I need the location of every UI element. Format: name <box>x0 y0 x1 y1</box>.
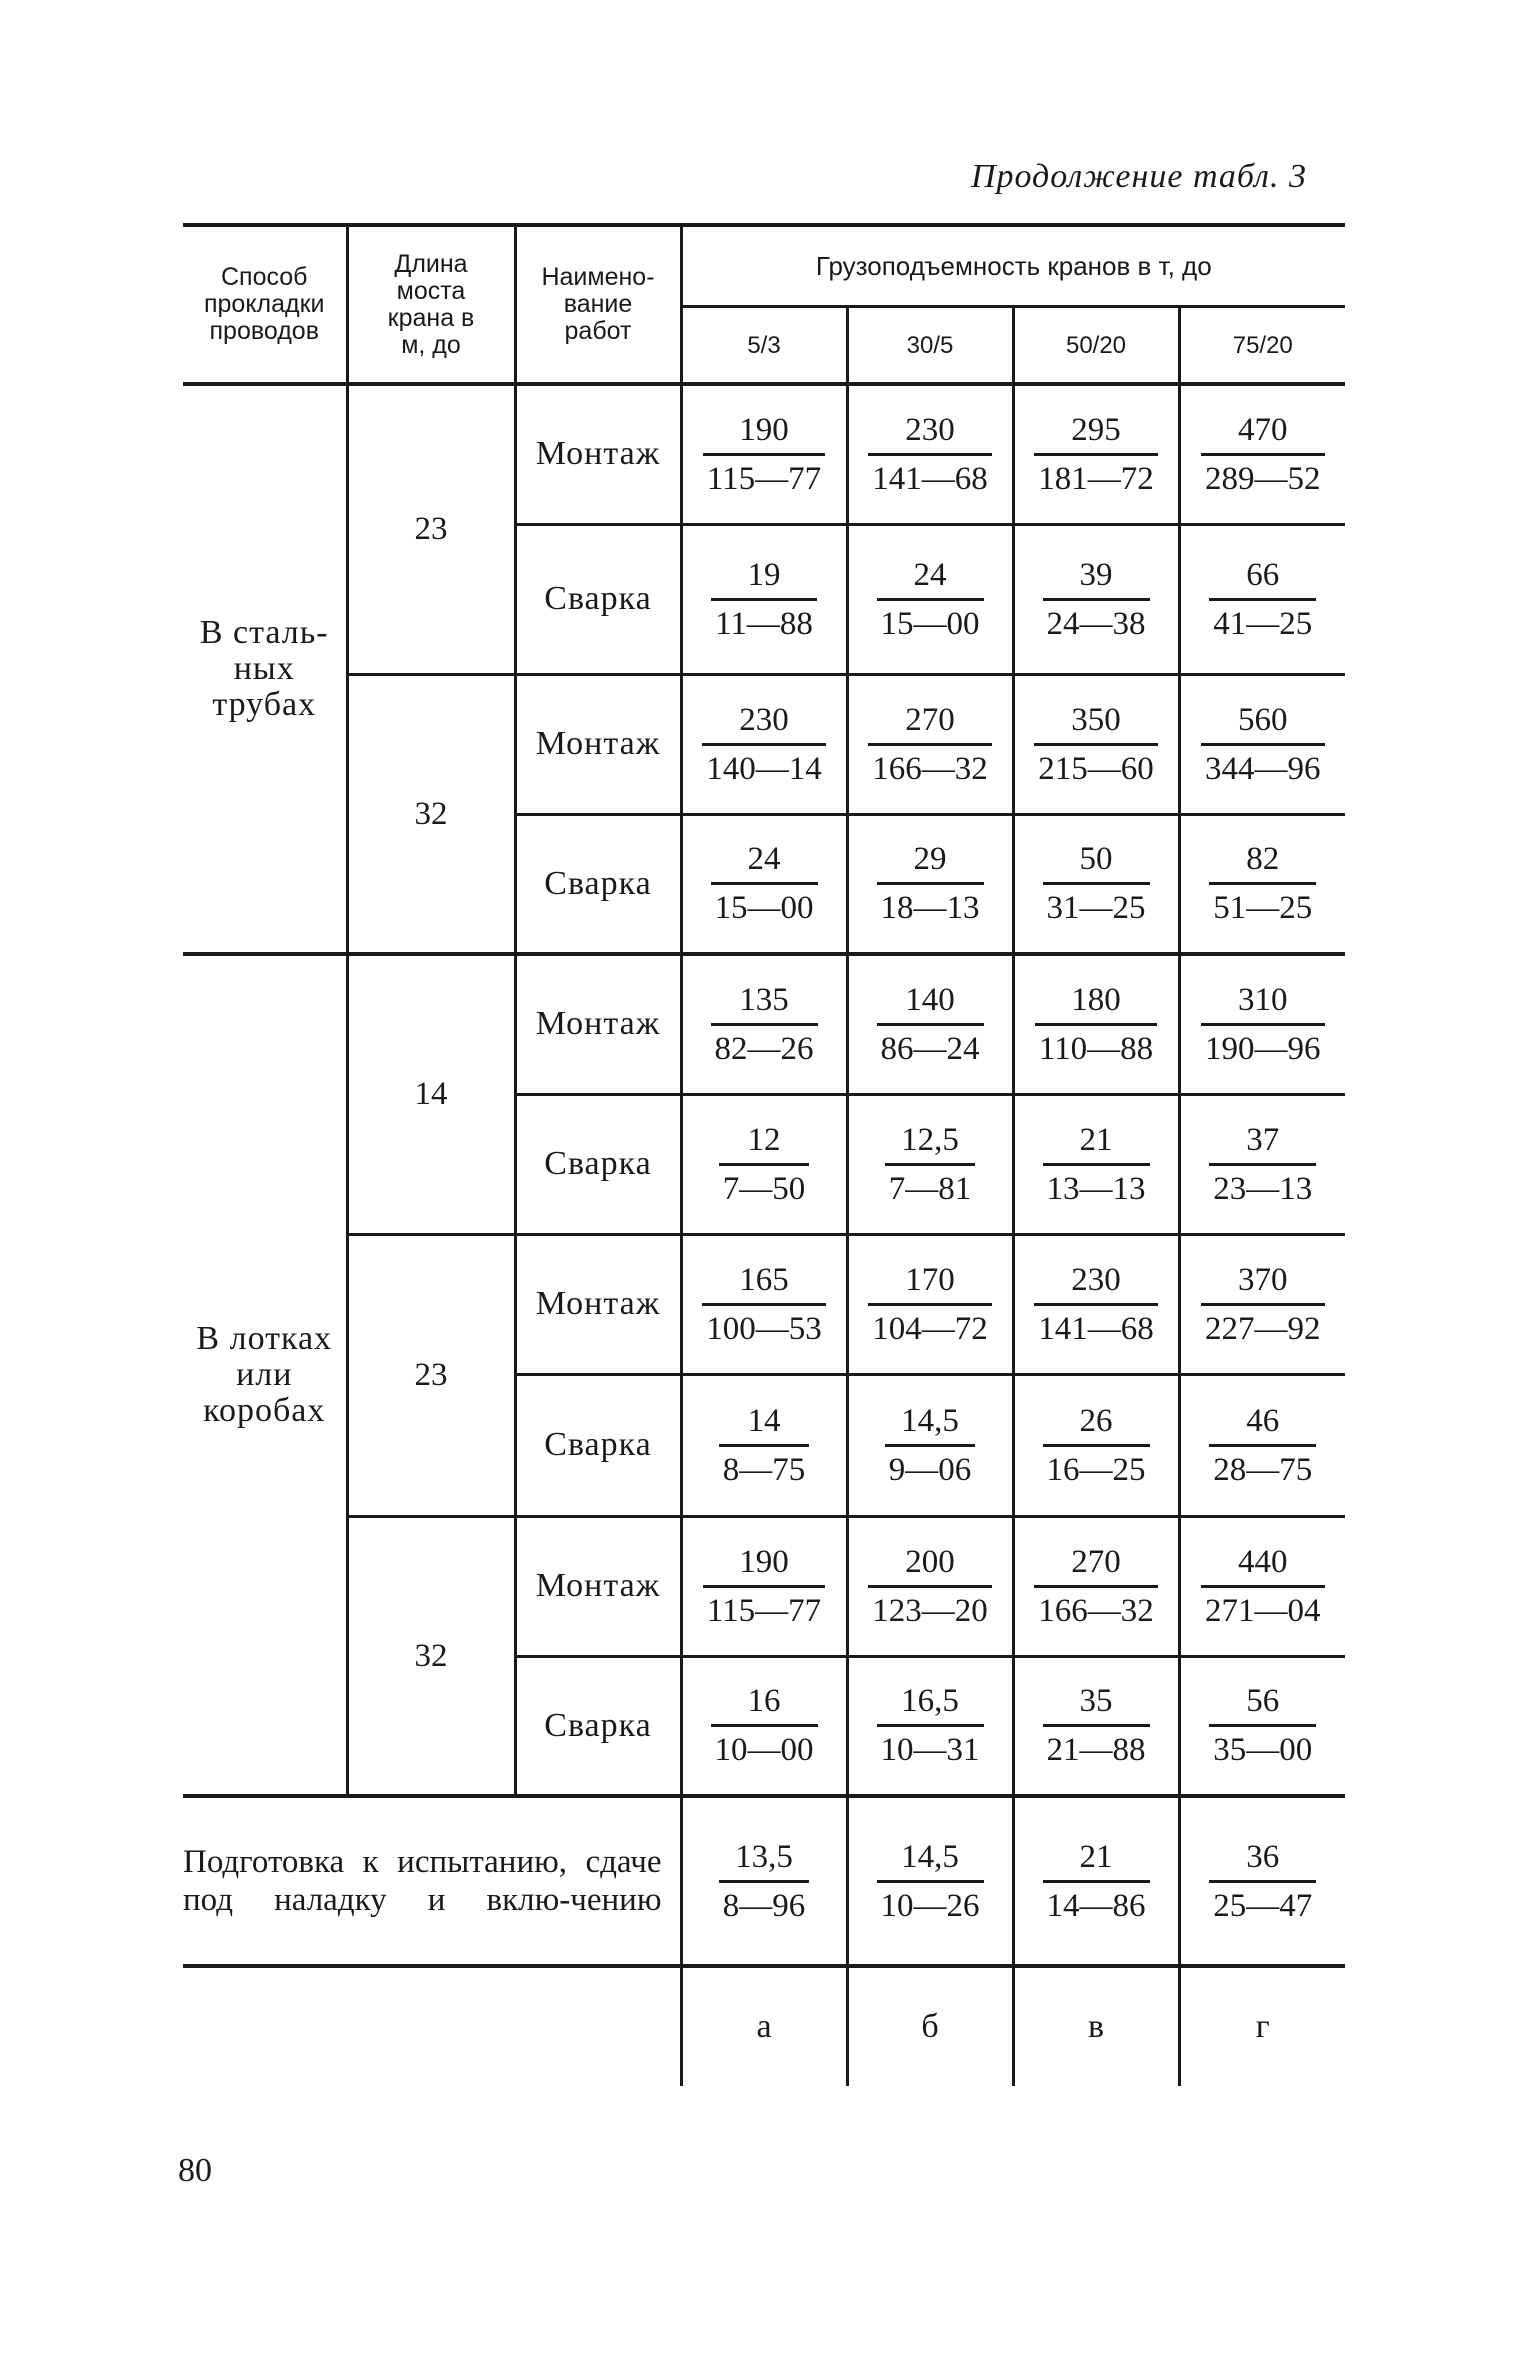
fraction-denominator: 181—72 <box>1038 460 1154 497</box>
fraction-denominator: 115—77 <box>706 1592 822 1629</box>
fraction-denominator: 271—04 <box>1205 1592 1321 1629</box>
fraction-numerator: 170 <box>868 1261 992 1306</box>
column-letter: г <box>1179 1966 1345 2086</box>
column-letter: а <box>681 1966 847 2086</box>
fraction-numerator: 230 <box>702 701 826 746</box>
value-cell <box>1013 674 1179 814</box>
value-cell <box>681 1094 847 1234</box>
value-cell <box>1013 524 1179 674</box>
fraction <box>877 981 984 1068</box>
fraction-numerator: 37 <box>1209 1121 1316 1166</box>
fraction-numerator: 21 <box>1043 1838 1150 1883</box>
fraction <box>1209 1402 1316 1489</box>
fraction <box>1043 1682 1150 1769</box>
fraction <box>1209 1682 1316 1769</box>
fraction-denominator: 16—25 <box>1046 1451 1146 1488</box>
fraction <box>1209 1838 1316 1925</box>
value-cell <box>681 1374 847 1516</box>
fraction-denominator: 82—26 <box>714 1030 814 1067</box>
fraction-numerator: 295 <box>1034 411 1158 456</box>
work-name-cell: Сварка <box>515 1374 681 1516</box>
fraction-denominator: 13—13 <box>1046 1170 1146 1207</box>
value-cell <box>1179 814 1345 954</box>
fraction-numerator: 82 <box>1209 840 1316 885</box>
fraction-numerator: 12 <box>719 1121 810 1166</box>
value-cell <box>847 384 1013 524</box>
fraction <box>703 1543 825 1630</box>
value-cell <box>681 814 847 954</box>
fraction <box>703 411 825 498</box>
fraction <box>868 701 992 788</box>
value-cell <box>847 674 1013 814</box>
fraction <box>702 1261 826 1348</box>
fraction-numerator: 350 <box>1034 701 1158 746</box>
fraction <box>1043 840 1150 927</box>
fraction-denominator: 141—68 <box>872 460 988 497</box>
header-capacity-2: 30/5 <box>847 307 1013 385</box>
value-cell <box>1179 1796 1345 1966</box>
table-row <box>183 1234 1345 1374</box>
fraction <box>1034 701 1158 788</box>
value-cell <box>1013 1234 1179 1374</box>
fraction-numerator: 14,5 <box>885 1402 976 1447</box>
value-cell <box>1179 1234 1345 1374</box>
preparation-row <box>183 1796 1345 1966</box>
value-cell <box>1013 384 1179 524</box>
fraction-denominator: 10—00 <box>714 1732 814 1769</box>
fraction-numerator: 180 <box>1035 981 1157 1026</box>
value-cell <box>847 1094 1013 1234</box>
fraction <box>877 1838 984 1925</box>
fraction-numerator: 39 <box>1043 556 1150 601</box>
fraction-numerator: 140 <box>877 981 984 1026</box>
fraction-denominator: 10—26 <box>880 1887 980 1924</box>
fraction <box>711 1682 818 1769</box>
value-cell <box>1179 524 1345 674</box>
fraction-numerator: 270 <box>868 701 992 746</box>
fraction-denominator: 14—86 <box>1046 1887 1146 1924</box>
fraction-denominator: 190—96 <box>1205 1030 1321 1067</box>
fraction-denominator: 7—81 <box>888 1170 972 1207</box>
fraction-denominator: 28—75 <box>1213 1451 1313 1488</box>
header-capacity-group: Грузоподъемность кранов в т, до <box>681 225 1345 307</box>
fraction-numerator: 29 <box>877 840 984 885</box>
work-name-cell: Монтаж <box>515 384 681 524</box>
fraction-denominator: 141—68 <box>1038 1310 1154 1347</box>
fraction-denominator: 8—75 <box>722 1451 806 1488</box>
column-letter: б <box>847 1966 1013 2086</box>
fraction-denominator: 25—47 <box>1213 1887 1313 1924</box>
fraction-numerator: 230 <box>1034 1261 1158 1306</box>
fraction-denominator: 115—77 <box>706 460 822 497</box>
fraction-numerator: 12,5 <box>885 1121 976 1166</box>
fraction <box>868 1261 992 1348</box>
fraction-denominator: 7—50 <box>722 1170 806 1207</box>
value-cell <box>681 954 847 1094</box>
page-number: 80 <box>178 2152 212 2189</box>
fraction <box>1201 701 1325 788</box>
fraction-numerator: 135 <box>711 981 818 1026</box>
fraction <box>1035 981 1157 1068</box>
value-cell <box>847 1234 1013 1374</box>
fraction-denominator: 100—53 <box>706 1310 822 1347</box>
fraction <box>868 411 992 498</box>
table-body <box>183 384 1345 2086</box>
value-cell <box>681 1234 847 1374</box>
method-cell: В сталь-ных трубах <box>183 384 347 954</box>
fraction-numerator: 16 <box>711 1682 818 1727</box>
length-cell: 32 <box>347 1516 515 1796</box>
fraction-denominator: 15—00 <box>880 605 980 642</box>
work-name-cell: Сварка <box>515 1094 681 1234</box>
method-cell: В лотках или коробах <box>183 954 347 1796</box>
value-cell <box>1179 674 1345 814</box>
fraction-numerator: 66 <box>1209 556 1316 601</box>
fraction-denominator: 31—25 <box>1046 890 1146 927</box>
fraction <box>877 1682 984 1769</box>
value-cell <box>1013 1656 1179 1796</box>
fraction <box>1209 556 1316 643</box>
fraction-denominator: 123—20 <box>872 1592 988 1629</box>
fraction <box>702 701 826 788</box>
value-cell <box>681 384 847 524</box>
work-name-cell: Монтаж <box>515 674 681 814</box>
value-cell <box>847 1374 1013 1516</box>
length-cell: 23 <box>347 1234 515 1516</box>
fraction-numerator: 470 <box>1201 411 1325 456</box>
fraction <box>711 840 818 927</box>
empty-cell <box>183 1966 681 2086</box>
fraction-numerator: 190 <box>703 1543 825 1588</box>
fraction-numerator: 16,5 <box>877 1682 984 1727</box>
fraction <box>711 981 818 1068</box>
fraction <box>1209 1121 1316 1208</box>
fraction <box>868 1543 992 1630</box>
table-row <box>183 674 1345 814</box>
fraction-denominator: 23—13 <box>1213 1170 1313 1207</box>
table-continuation-caption: Продолжение табл. 3 <box>970 158 1307 195</box>
fraction-numerator: 200 <box>868 1543 992 1588</box>
fraction-numerator: 13,5 <box>719 1838 810 1883</box>
fraction <box>1201 1261 1325 1348</box>
fraction <box>1034 1261 1158 1348</box>
value-cell <box>1179 1656 1345 1796</box>
crane-wiring-table <box>183 223 1345 2086</box>
fraction-denominator: 51—25 <box>1213 890 1313 927</box>
fraction <box>719 1402 810 1489</box>
fraction-denominator: 8—96 <box>722 1887 806 1924</box>
fraction-numerator: 190 <box>703 411 825 456</box>
fraction-numerator: 440 <box>1201 1543 1325 1588</box>
fraction-denominator: 227—92 <box>1205 1310 1321 1347</box>
fraction <box>1201 411 1325 498</box>
header-work: Наимено-вание работ <box>515 225 681 384</box>
header-capacity-3: 50/20 <box>1013 307 1179 385</box>
fraction <box>885 1121 976 1208</box>
value-cell <box>1179 1516 1345 1656</box>
fraction-denominator: 86—24 <box>880 1030 980 1067</box>
value-cell <box>1013 814 1179 954</box>
fraction <box>1034 1543 1158 1630</box>
value-cell <box>847 524 1013 674</box>
value-cell <box>847 1796 1013 1966</box>
fraction-denominator: 289—52 <box>1205 460 1321 497</box>
header-capacity-1: 5/3 <box>681 307 847 385</box>
fraction-denominator: 344—96 <box>1205 750 1321 787</box>
fraction-denominator: 9—06 <box>888 1451 972 1488</box>
fraction-numerator: 310 <box>1201 981 1325 1026</box>
fraction-numerator: 370 <box>1201 1261 1325 1306</box>
column-letters-row <box>183 1966 1345 2086</box>
fraction-denominator: 18—13 <box>880 890 980 927</box>
value-cell <box>1179 1094 1345 1234</box>
fraction-numerator: 230 <box>868 411 992 456</box>
fraction-numerator: 35 <box>1043 1682 1150 1727</box>
length-cell: 23 <box>347 384 515 674</box>
fraction-denominator: 110—88 <box>1038 1030 1154 1067</box>
fraction <box>711 556 817 643</box>
work-name-cell: Сварка <box>515 814 681 954</box>
header-method: Способ прокладки проводов <box>203 263 325 345</box>
table-row <box>183 384 1345 524</box>
fraction <box>1201 981 1325 1068</box>
value-cell <box>681 1796 847 1966</box>
value-cell <box>1013 1796 1179 1966</box>
fraction <box>1043 1121 1150 1208</box>
value-cell <box>847 1516 1013 1656</box>
value-cell <box>681 524 847 674</box>
header-capacity-4: 75/20 <box>1179 307 1345 385</box>
work-name-cell: Монтаж <box>515 954 681 1094</box>
value-cell <box>1013 1516 1179 1656</box>
preparation-label: Подготовка к испытанию, сдаче под наладку и вклю-чению <box>183 1796 681 1966</box>
fraction-numerator: 24 <box>877 556 984 601</box>
fraction-numerator: 46 <box>1209 1402 1316 1447</box>
fraction-denominator: 35—00 <box>1213 1732 1313 1769</box>
fraction-numerator: 50 <box>1043 840 1150 885</box>
work-name-cell: Монтаж <box>515 1234 681 1374</box>
value-cell <box>1013 954 1179 1094</box>
value-cell <box>847 1656 1013 1796</box>
fraction <box>1043 556 1150 643</box>
table-row <box>183 1516 1345 1656</box>
fraction <box>1201 1543 1325 1630</box>
fraction <box>877 840 984 927</box>
fraction-numerator: 21 <box>1043 1121 1150 1166</box>
length-cell: 14 <box>347 954 515 1234</box>
value-cell <box>681 674 847 814</box>
work-name-cell: Сварка <box>515 1656 681 1796</box>
fraction-denominator: 140—14 <box>706 750 822 787</box>
fraction-denominator: 166—32 <box>1038 1592 1154 1629</box>
work-name-cell: Сварка <box>515 524 681 674</box>
fraction-numerator: 56 <box>1209 1682 1316 1727</box>
value-cell <box>681 1516 847 1656</box>
value-cell <box>1179 384 1345 524</box>
value-cell <box>1013 1094 1179 1234</box>
fraction-numerator: 14,5 <box>877 1838 984 1883</box>
fraction-numerator: 165 <box>702 1261 826 1306</box>
fraction-numerator: 36 <box>1209 1838 1316 1883</box>
column-letter: в <box>1013 1966 1179 2086</box>
fraction <box>1209 840 1316 927</box>
fraction <box>1034 411 1158 498</box>
fraction <box>719 1121 810 1208</box>
fraction-denominator: 104—72 <box>872 1310 988 1347</box>
fraction-denominator: 215—60 <box>1038 750 1154 787</box>
fraction <box>885 1402 976 1489</box>
fraction <box>719 1838 810 1925</box>
fraction-denominator: 15—00 <box>714 890 814 927</box>
fraction-numerator: 24 <box>711 840 818 885</box>
fraction <box>1043 1838 1150 1925</box>
fraction-numerator: 270 <box>1034 1543 1158 1588</box>
fraction-numerator: 14 <box>719 1402 810 1447</box>
work-name-cell: Монтаж <box>515 1516 681 1656</box>
value-cell <box>847 954 1013 1094</box>
value-cell <box>1179 954 1345 1094</box>
fraction-denominator: 41—25 <box>1213 605 1313 642</box>
fraction-numerator: 26 <box>1043 1402 1150 1447</box>
fraction-numerator: 19 <box>711 556 817 601</box>
length-cell: 32 <box>347 674 515 954</box>
fraction-denominator: 11—88 <box>715 605 813 642</box>
value-cell <box>681 1656 847 1796</box>
value-cell <box>1013 1374 1179 1516</box>
fraction <box>1043 1402 1150 1489</box>
fraction-denominator: 24—38 <box>1046 605 1146 642</box>
fraction-denominator: 21—88 <box>1046 1732 1146 1769</box>
fraction-numerator: 560 <box>1201 701 1325 746</box>
fraction-denominator: 166—32 <box>872 750 988 787</box>
fraction <box>877 556 984 643</box>
header-length: Длина моста крана в м, до <box>347 225 515 384</box>
fraction-denominator: 10—31 <box>880 1732 980 1769</box>
value-cell <box>847 814 1013 954</box>
table-row <box>183 954 1345 1094</box>
value-cell <box>1179 1374 1345 1516</box>
